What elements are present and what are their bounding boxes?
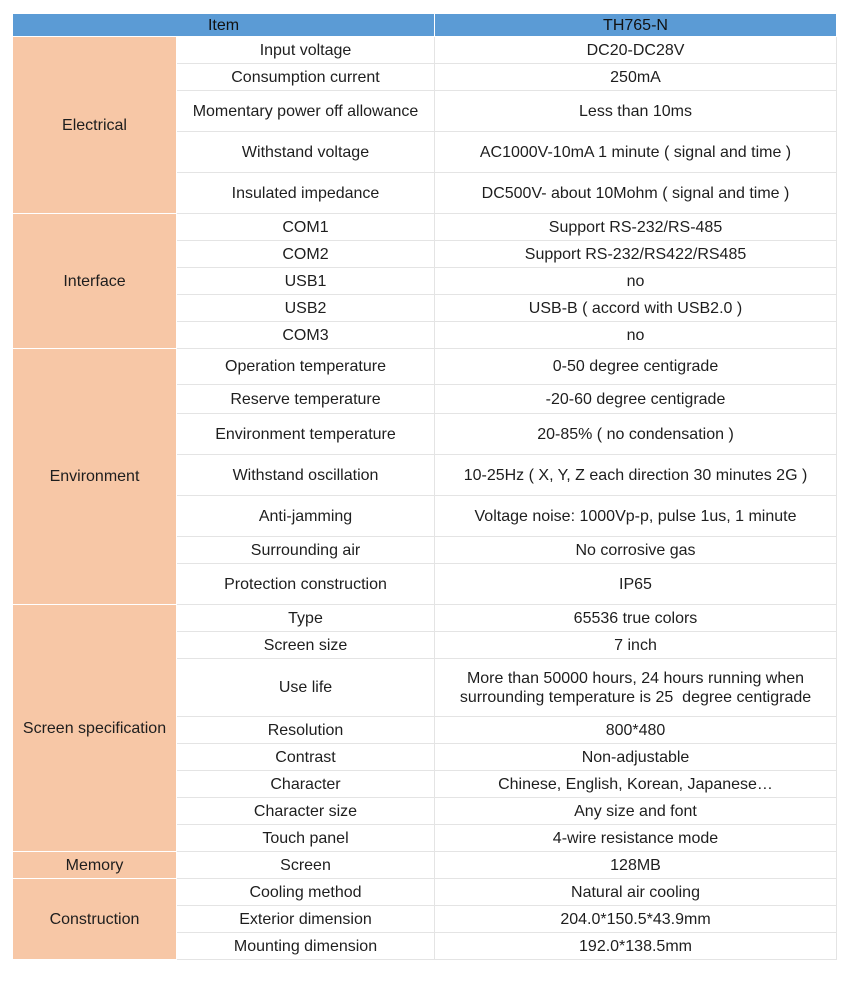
table-row (13, 37, 837, 64)
spec-item: Use life (177, 659, 435, 717)
spec-value: No corrosive gas (435, 537, 837, 564)
spec-value: AC1000V-10mA 1 minute ( signal and time ) (435, 132, 837, 173)
spec-item: Character (177, 771, 435, 798)
category-memory: Memory (13, 852, 177, 879)
spec-value: DC500V- about 10Mohm ( signal and time ) (435, 173, 837, 214)
spec-item: Input voltage (177, 37, 435, 64)
spec-value: Support RS-232/RS422/RS485 (435, 241, 837, 268)
spec-value: USB-B ( accord with USB2.0 ) (435, 295, 837, 322)
spec-value: no (435, 322, 837, 349)
spec-item: Contrast (177, 744, 435, 771)
spec-item: Momentary power off allowance (177, 91, 435, 132)
spec-value: -20-60 degree centigrade (435, 385, 837, 414)
spec-item: Character size (177, 798, 435, 825)
table-row (13, 879, 837, 906)
spec-value: Voltage noise: 1000Vp-p, pulse 1us, 1 minute (435, 496, 837, 537)
spec-item: Type (177, 605, 435, 632)
spec-value: Non-adjustable (435, 744, 837, 771)
spec-value: 4-wire resistance mode (435, 825, 837, 852)
spec-table (12, 13, 837, 960)
spec-item: Insulated impedance (177, 173, 435, 214)
category-screen-specification: Screen specification (13, 605, 177, 852)
spec-item: Touch panel (177, 825, 435, 852)
spec-item: USB1 (177, 268, 435, 295)
category-environment: Environment (13, 349, 177, 605)
spec-item: COM2 (177, 241, 435, 268)
spec-item: Screen (177, 852, 435, 879)
spec-item: COM1 (177, 214, 435, 241)
spec-value: 7 inch (435, 632, 837, 659)
spec-value: 128MB (435, 852, 837, 879)
category-interface: Interface (13, 214, 177, 349)
spec-item: Protection construction (177, 564, 435, 605)
spec-value: DC20-DC28V (435, 37, 837, 64)
spec-item: Anti-jamming (177, 496, 435, 537)
spec-item: USB2 (177, 295, 435, 322)
table-row (13, 214, 837, 241)
spec-value: 10-25Hz ( X, Y, Z each direction 30 minutes 2G ) (435, 455, 837, 496)
spec-value: 250mA (435, 64, 837, 91)
spec-item: Cooling method (177, 879, 435, 906)
spec-value: 204.0*150.5*43.9mm (435, 906, 837, 933)
category-construction: Construction (13, 879, 177, 960)
spec-item: Consumption current (177, 64, 435, 91)
spec-item: Resolution (177, 717, 435, 744)
spec-item: Surrounding air (177, 537, 435, 564)
spec-value: Natural air cooling (435, 879, 837, 906)
table-row (13, 349, 837, 385)
spec-item: Mounting dimension (177, 933, 435, 960)
spec-item: Screen size (177, 632, 435, 659)
spec-item: Exterior dimension (177, 906, 435, 933)
table-row (13, 605, 837, 632)
spec-value: 192.0*138.5mm (435, 933, 837, 960)
spec-item: COM3 (177, 322, 435, 349)
spec-value: IP65 (435, 564, 837, 605)
spec-value: Any size and font (435, 798, 837, 825)
header-model: TH765-N (435, 14, 837, 37)
spec-item: Reserve temperature (177, 385, 435, 414)
spec-value: Support RS-232/RS-485 (435, 214, 837, 241)
table-row (13, 852, 837, 879)
spec-value: 20-85% ( no condensation ) (435, 414, 837, 455)
spec-value: no (435, 268, 837, 295)
spec-item: Withstand voltage (177, 132, 435, 173)
category-electrical: Electrical (13, 37, 177, 214)
spec-value: 0-50 degree centigrade (435, 349, 837, 385)
spec-item: Operation temperature (177, 349, 435, 385)
spec-value: 800*480 (435, 717, 837, 744)
header-row (13, 14, 837, 37)
header-item: Item (13, 14, 435, 37)
spec-value: More than 50000 hours, 24 hours running when surrounding temperature is 25 degree centigrade (435, 659, 837, 717)
spec-item: Environment temperature (177, 414, 435, 455)
spec-value: Chinese, English, Korean, Japanese… (435, 771, 837, 798)
spec-item: Withstand oscillation (177, 455, 435, 496)
spec-value: Less than 10ms (435, 91, 837, 132)
spec-value: 65536 true colors (435, 605, 837, 632)
